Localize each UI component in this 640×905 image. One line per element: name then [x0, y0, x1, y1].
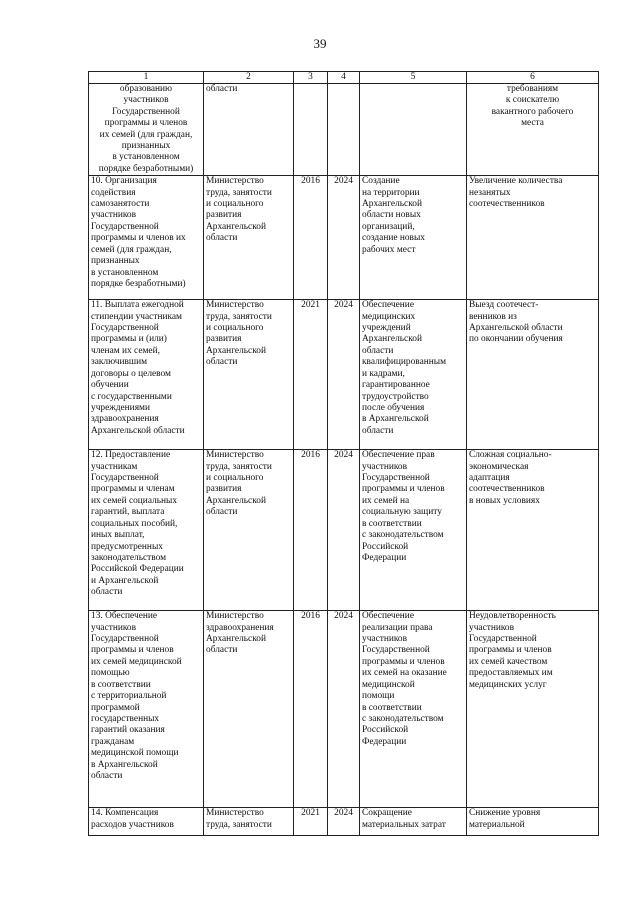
consequence-cell: Снижение уровня материальной [467, 808, 599, 836]
page-number: 39 [313, 36, 327, 51]
responsible-cell: Министерство труда, занятости и социального развития Архангельской области [204, 450, 294, 611]
header-cell-2: 2 [204, 72, 294, 84]
start-year-cell: 2016 [294, 176, 328, 300]
start-year-cell: 2016 [294, 611, 328, 808]
table-row [89, 84, 599, 176]
table-row [89, 176, 599, 300]
header-cell-5: 5 [360, 72, 467, 84]
end-year-cell: 2024 [328, 176, 360, 300]
responsible-cell: Министерство труда, занятости и социального развития Архангельской области [204, 300, 294, 450]
measure-cell: 13. Обеспечение участников Государственной программы и членов их семей медицинской помощью в соответствии с территориальной программой государственных гарантий оказания гражданам медицинской помощи в Архангельской области [89, 611, 204, 808]
measure-cell: 14. Компенсация расходов участников [89, 808, 204, 836]
measure-cell: 10. Организация содействия самозанятости участников Государственной программы и членов их семей (для граждан, признанных в установленном порядке безработными) [89, 176, 204, 300]
table-row [89, 808, 599, 836]
result-cell: Обеспечение медицинских учреждений Архангельской области квалифицированным и кадрами, гарантированное трудоустройство после обучения в Архангельской области [360, 300, 467, 450]
end-year-cell: 2024 [328, 450, 360, 611]
measure-cell: 12. Предоставление участникам Государственной программы и членам их семей социальных гарантий, выплата социальных пособий, иных выплат, предусмотренных законодательством Российской Федерации и Архангельской области [89, 450, 204, 611]
measure-cell: образованию участников Государственной программы и членов их семей (для граждан, признанных в установленном порядке безработными) [89, 84, 204, 176]
result-cell: Обеспечение прав участников Государственной программы и членов их семей на социальную защиту в соответствии с законодательством Российской Федерации [360, 450, 467, 611]
end-year-cell [328, 84, 360, 176]
end-year-cell: 2024 [328, 808, 360, 836]
consequence-cell: Увеличение количества незанятых соотечественников [467, 176, 599, 300]
end-year-cell: 2024 [328, 300, 360, 450]
responsible-cell: Министерство труда, занятости [204, 808, 294, 836]
consequence-cell: Выезд соотечест- венников из Архангельской области по окончании обучения [467, 300, 599, 450]
table-row [89, 450, 599, 611]
start-year-cell: 2016 [294, 450, 328, 611]
header-cell-4: 4 [328, 72, 360, 84]
table-row [89, 300, 599, 450]
end-year-cell: 2024 [328, 611, 360, 808]
result-cell: Обеспечение реализации права участников Государственной программы и членов их семей на оказание медицинской помощи в соответствии с законодательством Российской Федерации [360, 611, 467, 808]
table-header-row [89, 72, 599, 84]
start-year-cell [294, 84, 328, 176]
consequence-cell: требованиям к соискателю вакантного рабочего места [467, 84, 599, 176]
header-cell-1: 1 [89, 72, 204, 84]
program-measures-table [88, 71, 599, 836]
consequence-cell: Сложная социально- экономическая адаптация соотечественников в новых условиях [467, 450, 599, 611]
responsible-cell: Министерство здравоохранения Архангельской области [204, 611, 294, 808]
result-cell: Сокращение материальных затрат [360, 808, 467, 836]
consequence-cell: Неудовлетворенность участников Государственной программы и членов их семей качеством предоставляемых им медицинских услуг [467, 611, 599, 808]
result-cell [360, 84, 467, 176]
responsible-cell: области [204, 84, 294, 176]
responsible-cell: Министерство труда, занятости и социального развития Архангельской области [204, 176, 294, 300]
header-cell-3: 3 [294, 72, 328, 84]
start-year-cell: 2021 [294, 808, 328, 836]
result-cell: Создание на территории Архангельской области новых организаций, создание новых рабочих мест [360, 176, 467, 300]
measure-cell: 11. Выплата ежегодной стипендии участникам Государственной программы и (или) членам их семей, заключившим договоры о целевом обучении с государственными учреждениями здравоохранения Архангельской области [89, 300, 204, 450]
header-cell-6: 6 [467, 72, 599, 84]
start-year-cell: 2021 [294, 300, 328, 450]
table-row [89, 611, 599, 808]
